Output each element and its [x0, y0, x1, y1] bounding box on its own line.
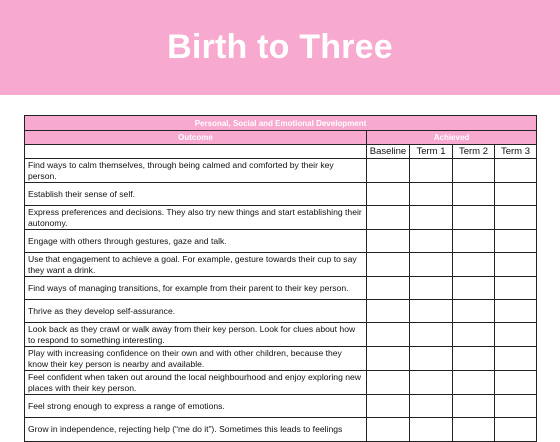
checkbox-cell-baseline[interactable]	[367, 371, 410, 395]
outcome-header: Outcome	[25, 131, 367, 145]
achieved-header: Achieved	[367, 131, 537, 145]
checkbox-cell-term-2[interactable]	[453, 159, 495, 183]
checkbox-cell-term-1[interactable]	[410, 230, 453, 253]
section-title: Personal, Social and Emotional Development	[25, 116, 537, 131]
col-term-1: Term 1	[410, 145, 453, 159]
checkbox-cell-term-1[interactable]	[410, 418, 453, 442]
outcome-text: Use that engagement to achieve a goal. For example, gesture towards their cup to say they want a drink.	[25, 253, 367, 277]
outcome-text: Feel confident when taken out around the local neighbourhood and enjoy exploring new places with their key person.	[25, 371, 367, 395]
assessment-sheet	[24, 115, 536, 442]
outcome-text: Play with increasing confidence on their own and with other children, because they know their key person is nearby and available.	[25, 347, 367, 371]
table-row	[25, 253, 537, 277]
col-baseline: Baseline	[367, 145, 410, 159]
outcome-text: Establish their sense of self.	[25, 183, 367, 206]
checkbox-cell-term-2[interactable]	[453, 395, 495, 418]
checkbox-cell-term-1[interactable]	[410, 323, 453, 347]
section-header-row	[25, 116, 537, 131]
outcome-text: Find ways of managing transitions, for example from their parent to their key person.	[25, 277, 367, 300]
checkbox-cell-term-1[interactable]	[410, 159, 453, 183]
checkbox-cell-term-1[interactable]	[410, 395, 453, 418]
checkbox-cell-term-2[interactable]	[453, 418, 495, 442]
checkbox-cell-term-1[interactable]	[410, 206, 453, 230]
checkbox-cell-term-3[interactable]	[495, 159, 537, 183]
table-row	[25, 347, 537, 371]
header-banner	[0, 0, 560, 95]
checkbox-cell-baseline[interactable]	[367, 300, 410, 323]
table-row	[25, 277, 537, 300]
col-term-2: Term 2	[453, 145, 495, 159]
checkbox-cell-term-3[interactable]	[495, 206, 537, 230]
checkbox-cell-term-3[interactable]	[495, 230, 537, 253]
table-row	[25, 159, 537, 183]
checkbox-cell-term-3[interactable]	[495, 418, 537, 442]
checkbox-cell-term-2[interactable]	[453, 371, 495, 395]
checkbox-cell-baseline[interactable]	[367, 418, 410, 442]
outcome-text: Thrive as they develop self-assurance.	[25, 300, 367, 323]
checkbox-cell-baseline[interactable]	[367, 206, 410, 230]
outcome-text: Feel strong enough to express a range of emotions.	[25, 395, 367, 418]
checkbox-cell-baseline[interactable]	[367, 230, 410, 253]
checkbox-cell-term-2[interactable]	[453, 206, 495, 230]
checkbox-cell-term-3[interactable]	[495, 347, 537, 371]
checkbox-cell-term-1[interactable]	[410, 277, 453, 300]
outcome-text: Grow in independence, rejecting help (“me do it”). Sometimes this leads to feelings	[25, 418, 367, 442]
outcome-subheader-blank	[25, 145, 367, 159]
page-title: Birth to Three	[167, 28, 393, 66]
checkbox-cell-baseline[interactable]	[367, 395, 410, 418]
outcome-text: Engage with others through gestures, gaze and talk.	[25, 230, 367, 253]
checkbox-cell-term-1[interactable]	[410, 300, 453, 323]
table-row	[25, 395, 537, 418]
checkbox-cell-term-2[interactable]	[453, 347, 495, 371]
checkbox-cell-term-3[interactable]	[495, 253, 537, 277]
checkbox-cell-term-1[interactable]	[410, 183, 453, 206]
checkbox-cell-term-3[interactable]	[495, 395, 537, 418]
table-row	[25, 183, 537, 206]
checkbox-cell-term-1[interactable]	[410, 371, 453, 395]
checkbox-cell-term-2[interactable]	[453, 183, 495, 206]
outcome-rows	[25, 159, 537, 442]
table-row	[25, 323, 537, 347]
checkbox-cell-term-3[interactable]	[495, 323, 537, 347]
checkbox-cell-term-3[interactable]	[495, 371, 537, 395]
checkbox-cell-baseline[interactable]	[367, 277, 410, 300]
table-row	[25, 300, 537, 323]
checkbox-cell-term-1[interactable]	[410, 347, 453, 371]
table-row	[25, 206, 537, 230]
outcome-text: Look back as they crawl or walk away from their key person. Look for clues about how to respond to something interesting.	[25, 323, 367, 347]
checkbox-cell-term-2[interactable]	[453, 323, 495, 347]
checkbox-cell-term-2[interactable]	[453, 300, 495, 323]
outcomes-table	[24, 115, 537, 442]
table-row	[25, 418, 537, 442]
column-group-header-row	[25, 131, 537, 145]
checkbox-cell-term-2[interactable]	[453, 277, 495, 300]
outcome-text: Express preferences and decisions. They also try new things and start establishing their autonomy.	[25, 206, 367, 230]
checkbox-cell-baseline[interactable]	[367, 159, 410, 183]
checkbox-cell-term-2[interactable]	[453, 230, 495, 253]
checkbox-cell-term-3[interactable]	[495, 277, 537, 300]
checkbox-cell-term-2[interactable]	[453, 253, 495, 277]
column-header-row	[25, 145, 537, 159]
table-row	[25, 371, 537, 395]
checkbox-cell-term-3[interactable]	[495, 183, 537, 206]
checkbox-cell-baseline[interactable]	[367, 347, 410, 371]
checkbox-cell-term-1[interactable]	[410, 253, 453, 277]
checkbox-cell-baseline[interactable]	[367, 183, 410, 206]
checkbox-cell-baseline[interactable]	[367, 323, 410, 347]
table-row	[25, 230, 537, 253]
checkbox-cell-baseline[interactable]	[367, 253, 410, 277]
checkbox-cell-term-3[interactable]	[495, 300, 537, 323]
outcome-text: Find ways to calm themselves, through being calmed and comforted by their key person.	[25, 159, 367, 183]
col-term-3: Term 3	[495, 145, 537, 159]
